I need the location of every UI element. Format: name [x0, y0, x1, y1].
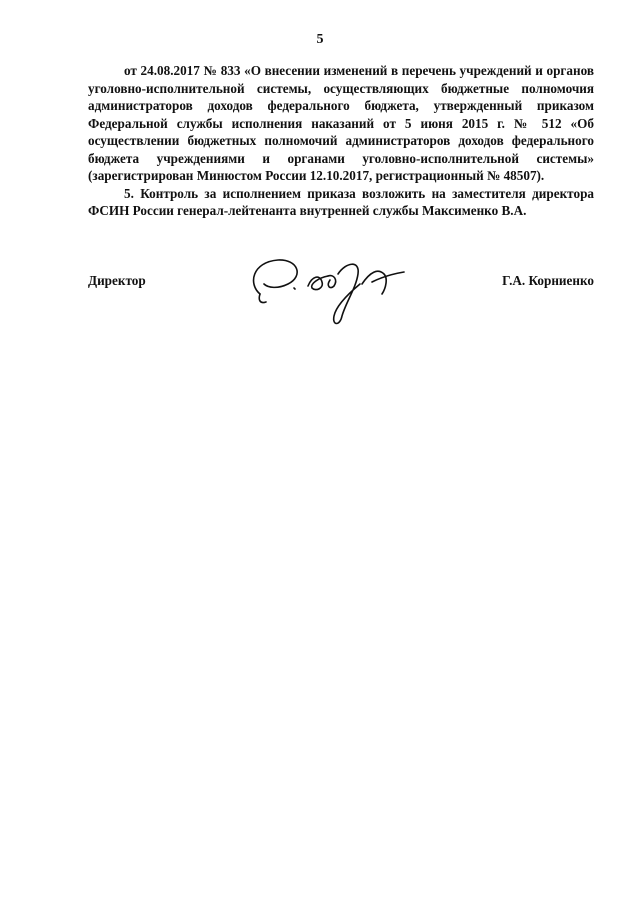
handwritten-signature [238, 254, 418, 334]
signatory-title: Директор [88, 273, 146, 288]
paragraph-continuation: от 24.08.2017 № 833 «О внесении изменений в перечень учреждений и органов уголовно-исполнительной системы, осуществляющих бюджетные полномочия администраторов доходов федерального бюджета, утвержденный приказом Федеральной службы исполнения наказаний от 5 июня 2015 г. № 512 «Об осуществлении бюджетных полномочий администраторов доходов федерального бюджета учреждениями и органами уголовно-исполнительной системы» (зарегистрирован Минюстом России 12.10.2017, регистрационный № 48507). [88, 63, 594, 183]
paragraph-item-5: 5. Контроль за исполнением приказа возложить на заместителя директора ФСИН России генерал-лейтенанта внутренней службы Максименко В.А. [88, 185, 594, 218]
document-body [88, 62, 594, 220]
signature-block [88, 268, 594, 348]
page-number: 5 [316, 32, 324, 47]
signatory-name: Г.А. Корниенко [502, 273, 594, 288]
